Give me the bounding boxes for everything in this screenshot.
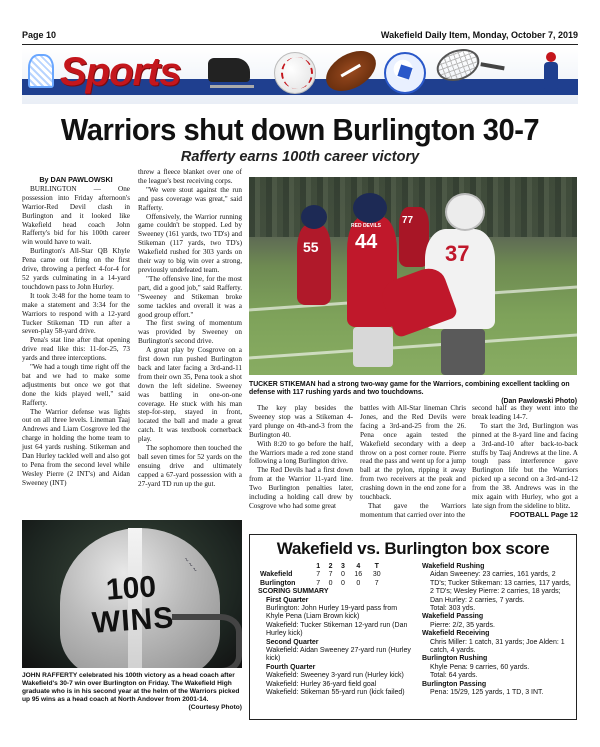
stat-text: Chris Miller: 1 catch, 31 yards; Joe Alden: 1 catch, 4 yards.	[430, 638, 565, 655]
dateline: Wakefield Daily Item, Monday, October 7, 2019	[380, 30, 578, 40]
box-score-title: Wakefield vs. Burlington box score	[276, 539, 550, 558]
helmet-text-wins: WINS	[90, 601, 176, 640]
paragraph: "We had a tough time right off the bat and we had to make some adjustments but once we got that done the kids played well," said Rafferty.	[22, 363, 130, 407]
photo-helmet	[445, 193, 485, 231]
paragraph: battles with All-Star lineman Chris Jones, and the Red Devils were facing a 3rd-and-25 from the 26. Pena once again tested the Wakefield secondary with a deep throw on a post corner route. Pierre read the pass and went up for a jump ball at the pylon, ripping it away from two receivers at the peak and crashing down in the end zone for a touchback.	[360, 404, 466, 502]
stat-label: Burlington Passing	[422, 680, 487, 688]
paragraph: To start the 3rd, Burlington was pinned at the 8-yard line and facing a 3rd-and-10 after back-to-back stuffs by Taaj Andrews at the line. A tough pass interference gave Burlington life but the Warriors picked up a second on a 3rd-and-12 from the 38. Andrews was in the mix again with Hurley, who got a late sign from the sideline to blitz.	[472, 421, 578, 510]
caption-text: TUCKER STIKEMAN had a strong two-way game for the Warriors, combining excellent tackling on defense with 117 rushing yards and two touchdowns.	[249, 381, 570, 397]
box-score-right-column	[422, 563, 572, 698]
paragraph: The Red Devils had a first down from at the Warrior 11-yard line. Two Burlington penalties later, including a holding call drew by Cosgrove who had some great	[249, 466, 353, 510]
stat-total: Total: 64 yards.	[430, 672, 478, 680]
scoring-play: Wakefield: Sweeney 3-yard run (Hurley kick)	[266, 672, 404, 680]
paragraph: BURLINGTON — One possession into Friday afternoon's Warrior-Red Devil clash in Burlington and it looked like Wakefield head coach John Rafferty's bid for his 100th career win would have to wait.	[22, 184, 130, 247]
baseball-icon	[274, 52, 316, 94]
quarter-label: Fourth Quarter	[266, 663, 316, 671]
line-score-row	[258, 571, 386, 579]
quarter-header: T	[374, 563, 379, 570]
score-cell: 7	[374, 579, 379, 587]
score-cell: 16	[354, 571, 363, 579]
paragraph: A great play by Cosgrove on a first down run pushed Burlington back and later facing a 3rd-and-11 from their own 35, Pena took a shot down the left sideline. Sweeney was battling in one-on-one coverage. He stuck with his man step-for-step, stayed in front, located the ball and made a great catch. It was textbook cornerback play.	[138, 346, 242, 444]
quarter-header: 3	[340, 563, 345, 570]
photo-credit: (Courtesy Photo)	[188, 704, 242, 711]
quarter-label: Second Quarter	[266, 638, 319, 646]
soccer-ball-icon	[384, 52, 426, 94]
photo-player-pants	[441, 329, 485, 375]
article-column-4	[360, 404, 466, 520]
score-cell: 7	[328, 571, 333, 579]
caption-text: JOHN RAFFERTY celebrated his 100th victory as a head coach after Wakefield's 30-7 win over Burlington on Friday. The Wakefield High graduate who is in his second year at the helm of the Warriors picked up 95 wins as a head coach at North Andover from 2001-14.	[22, 672, 240, 703]
score-cell: 30	[372, 571, 381, 579]
team-name: Burlington	[260, 579, 296, 587]
byline: By DAN PAWLOWSKI	[39, 175, 113, 184]
stat-label: Wakefield Passing	[422, 613, 484, 621]
article-column-3	[249, 404, 353, 511]
jersey-number: 55	[303, 239, 319, 255]
quarter-header: 1	[316, 563, 321, 570]
football-action-photo	[249, 177, 577, 375]
paragraph: "The offensive line, for the most part, did a good job," said Rafferty. "Sweeney and Stikeman broke some tackles and overall it was a good group effort."	[138, 274, 242, 319]
paragraph: Burlington's All-Star QB Khyle Pena came out firing on the first drive, throwing a perfect 4-for-4 for 52 yards culminating in a 14-yard touchdown pass to John Hurley.	[22, 247, 130, 291]
paragraph: threw a fleece blanket over one of the league's best receiving corps.	[138, 168, 242, 185]
lacrosse-stick-icon	[28, 54, 54, 88]
article-column-5	[472, 404, 578, 520]
box-score	[249, 534, 577, 720]
page-number: Page 10	[22, 30, 57, 40]
team-name: Wakefield	[260, 571, 293, 579]
hockey-skate-icon	[208, 58, 250, 82]
paragraph: The key play besides the Sweeney stop was a Stikeman 4-yard plunge on 4th-and-3 from the Burlington 40.	[249, 404, 353, 439]
helmet-signatures: ~ ~ ~	[181, 555, 200, 574]
scoring-play: Wakefield: Aidan Sweeney 27-yard run (Hurley kick)	[266, 647, 411, 663]
photo-caption	[249, 381, 577, 406]
article-column-2	[138, 168, 242, 489]
paragraph: second half as they went into the break leading 14-7.	[472, 404, 578, 421]
header-rule	[22, 44, 578, 45]
score-cell: 0	[340, 579, 345, 587]
paragraph: It took 3:48 for the home team to make a statement and 3:34 for the Warriors to respond with a 12-yard Tucker Stikeman TD run after a seven-play 58-yard drive.	[22, 291, 130, 336]
subheadline: Rafferty earns 100th career victory	[180, 149, 420, 165]
line-score	[258, 563, 416, 588]
quarter-header: 4	[356, 563, 361, 570]
score-cell: 0	[340, 571, 345, 579]
stat-total: Total: 303 yds.	[430, 605, 476, 613]
paragraph: The Warrior defense was lights out on all three levels. Lineman Taaj Andrews and Liam Cosgrove led the charge in holding the home team to just 64 yards rushing. Stikeman and Dan Hurley tackled well and also got to Pena from the second level while Wesley Pierre (2 INT's) and Aidan Sweeney (INT)	[22, 407, 130, 487]
helmet-photo	[22, 520, 242, 668]
score-cell: 7	[316, 579, 321, 587]
headline: Warriors shut down Burlington 30-7	[60, 112, 540, 147]
paragraph: Pena's stat line after that opening drive read like this: 11-for-25, 73 yards and three interceptions.	[22, 336, 130, 363]
jersey-text: RED DEVILS	[351, 223, 382, 229]
stat-text: Aidan Sweeney: 23 carries, 161 yards, 2 TD's; Tucker Stikeman: 13 carries, 117 yards, 2 TD's; Wesley Pierre: 2 carries, 18 yards; Dan Hurley: 2 carries, 7 yards.	[430, 571, 571, 604]
section-title: Sports	[60, 50, 181, 94]
helmet-facemask	[172, 614, 242, 668]
paragraph: The first swing of momentum was provided by Sweeney on Burlington's second drive.	[138, 319, 242, 346]
paragraph: That gave the Warriors momentum that carried over into the	[360, 501, 466, 519]
photo-helmet	[353, 193, 387, 223]
stat-text: Khyle Pena: 9 carries, 60 yards.	[430, 663, 530, 671]
helmet-photo-caption	[22, 672, 242, 712]
continued-jump-link[interactable]: FOOTBALL Page 12	[509, 509, 578, 519]
photo-helmet	[301, 205, 327, 229]
scoring-play: Wakefield: Hurley 36-yard field goal	[266, 680, 377, 688]
stat-text: Pena: 15/29, 125 yards, 1 TD, 3 INT.	[430, 689, 544, 697]
line-score-row	[258, 580, 386, 588]
paragraph: Offensively, the Warrior running game couldn't be stopped. Led by Sweeney (161 yards, two TD's) and Stikeman (117 yards, two TD's) Wakefield rushed for 303 yards on their way to big win over a strong, previously undefeated team.	[138, 212, 242, 274]
paragraph: The sophomore then touched the ball seven times for 52 yards on the ensuing drive and ultimately capped a 67-yard possession with a 27-yard TD run up the gut.	[138, 444, 242, 488]
quarter-header: 2	[328, 563, 333, 570]
basketball-player-icon	[542, 52, 560, 94]
jersey-number: 37	[445, 241, 470, 266]
scoring-summary-label: SCORING SUMMARY	[258, 588, 329, 596]
page-header	[22, 30, 578, 40]
scoring-play: Wakefield: Tucker Stikeman 12-yard run (Dan Hurley kick)	[266, 621, 408, 638]
jersey-number: 77	[402, 215, 414, 226]
sports-banner	[22, 48, 578, 104]
stat-text: Pierre: 2/2, 35 yards.	[430, 621, 495, 629]
line-score-header	[258, 563, 386, 571]
photo-credit: (Dan Pawlowski Photo)	[501, 397, 577, 405]
quarter-label: First Quarter	[266, 596, 309, 604]
helmet-text-100: 100	[104, 570, 158, 607]
article-column-1	[22, 176, 130, 488]
stat-label: Burlington Rushing	[422, 655, 488, 663]
stat-label: Wakefield Rushing	[422, 563, 485, 570]
paragraph: With 8:20 to go before the half, the Warriors made a red zone stand following a long Burlington drive.	[249, 439, 353, 466]
score-cell: 7	[316, 571, 321, 579]
photo-player	[297, 225, 331, 305]
line-score-table	[258, 563, 386, 588]
score-cell: 0	[328, 579, 333, 587]
box-score-left-column	[258, 563, 416, 698]
photo-yard-line	[249, 333, 577, 360]
paragraph: "We were stout against the run and pass coverage was great," said Rafferty.	[138, 185, 242, 212]
score-cell: 0	[356, 579, 361, 587]
photo-player-pants	[353, 327, 393, 367]
scoring-play: Wakefield: Stikeman 55-yard run (kick failed)	[266, 689, 405, 697]
scoring-play: Burlington: John Hurley 19-yard pass from Khyle Pena (Liam Brown kick)	[266, 605, 398, 621]
jersey-number: 44	[355, 231, 378, 253]
stat-label: Wakefield Receiving	[422, 630, 490, 638]
